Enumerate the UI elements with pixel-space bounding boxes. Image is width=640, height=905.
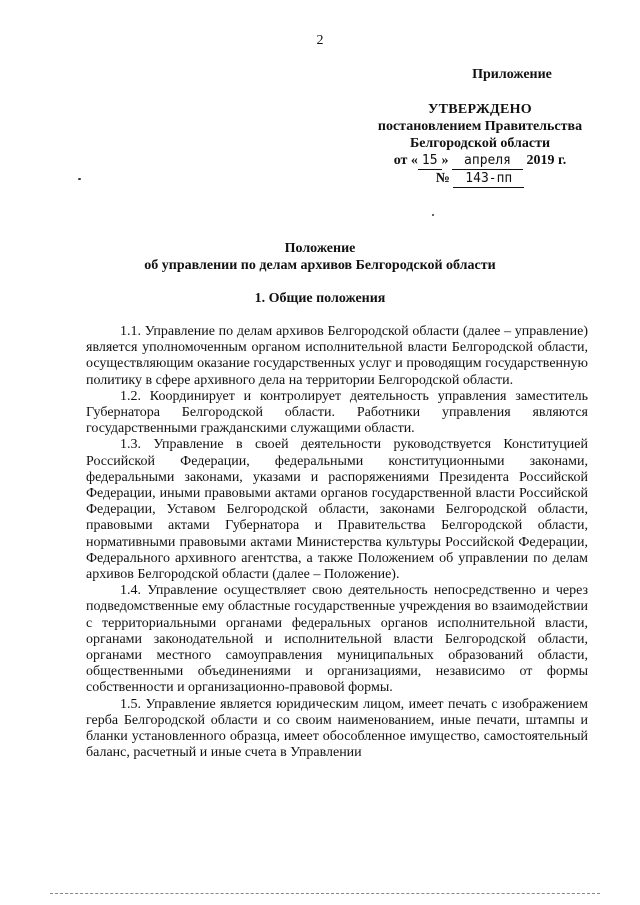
date-day: 15 — [418, 152, 442, 170]
date-year: 2019 г. — [526, 153, 567, 168]
scan-speck — [78, 178, 81, 180]
approval-block — [360, 66, 600, 188]
approved-stamp-text: УТВЕРЖДЕНО — [428, 102, 532, 117]
number-prefix: № — [435, 171, 450, 186]
title-line1: Положение — [284, 241, 356, 256]
date-mid: » — [441, 153, 449, 168]
scan-bottom-edge — [50, 893, 600, 895]
document-title — [0, 240, 640, 274]
paragraph-1-3: 1.3. Управление в своей деятельности руководствуется Конституцией Российской Федерации, федеральными конституционными законами, федеральными законами, указами и распоряжениями Президента Российской Федерации, иными правовыми актами органов государственной власти Российской Федерации, Уставом Белгородской области, законами Белгородской области, правовыми актами Губернатора и Правительства Белгородской области, нормативными правовыми актами Министерства культуры Российской Федерации, Федерального архивного агентства, а также Положением об управлении по делам архивов Белгородской области (далее – Положение). — [86, 437, 588, 583]
date-month: апреля — [452, 152, 523, 170]
approved-by-line1: постановлением Правительства — [377, 119, 583, 134]
document-body — [86, 324, 588, 761]
approval-date — [360, 152, 600, 170]
date-prefix: от « — [393, 153, 418, 168]
approved-by-line2: Белгородской области — [409, 136, 551, 151]
scan-speck — [432, 214, 434, 216]
appendix-label: Приложение — [472, 67, 552, 82]
number-value: 143-пп — [453, 170, 524, 188]
paragraph-1-2: 1.2. Координирует и контролирует деятельность управления заместитель Губернатора Белгородской области. Работники управления являются государственными гражданскими служащими области. — [86, 388, 588, 437]
title-line2: об управлении по делам архивов Белгородской области — [144, 258, 496, 273]
page-number: 2 — [316, 33, 324, 48]
approval-number — [360, 170, 600, 188]
paragraph-1-4: 1.4. Управление осуществляет свою деятельность непосредственно и через подведомственные ему областные государственные учреждения во взаимодействии с территориальными органами федеральных органов исполнительной власти, органами законодательной и исполнительной власти Белгородской области, органами местного самоуправления муниципальных образований области, общественными объединениями и организациями, независимо от формы собственности и организационно-правовой формы. — [86, 583, 588, 696]
section-heading: 1. Общие положения — [254, 291, 386, 306]
paragraph-1-1: 1.1. Управление по делам архивов Белгородской области (далее – управление) является уполномоченным органом исполнительной власти Белгородской области, осуществляющим оказание государственных услуг и проводящим государственную политику в сфере архивного дела на территории Белгородской области. — [86, 324, 588, 388]
paragraph-1-5: 1.5. Управление является юридическим лицом, имеет печать с изображением герба Белгородской области и со своим наименованием, иные печати, штампы и бланки установленного образца, имеет обособленное имущество, самостоятельный баланс, расчетный и иные счета в Управлении — [86, 696, 588, 761]
